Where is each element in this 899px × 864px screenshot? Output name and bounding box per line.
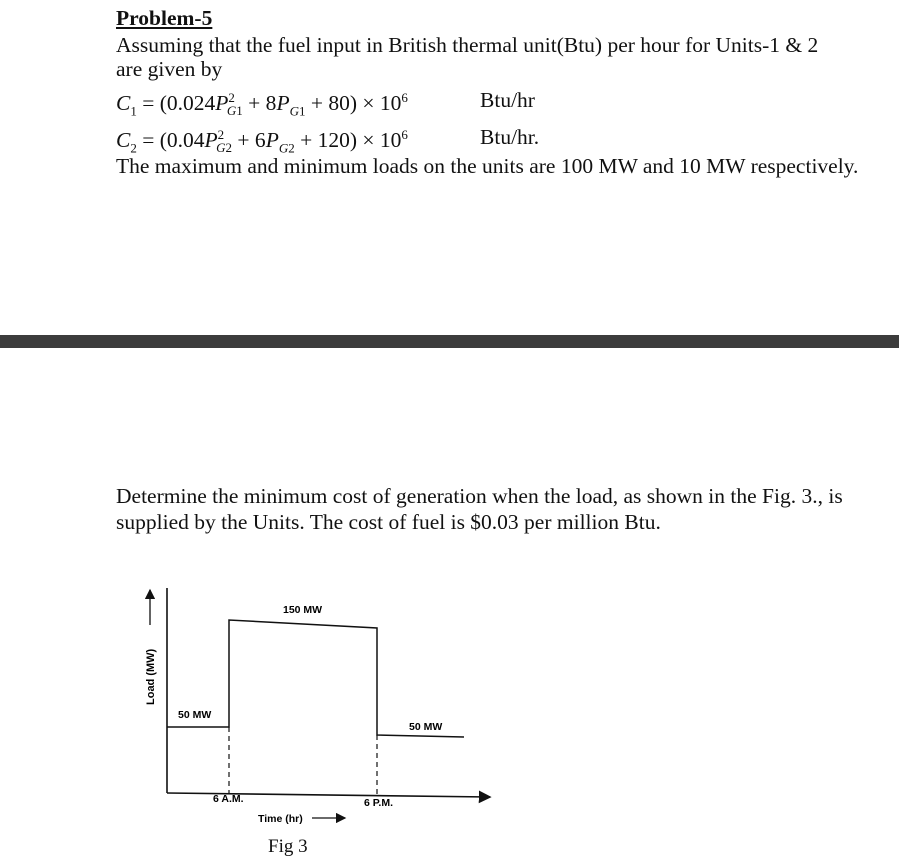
x-axis-label: Time (hr)	[258, 813, 303, 825]
problem-section	[0, 0, 899, 335]
problem-title: Problem-5	[116, 6, 213, 30]
intro-line-2: are given by	[116, 57, 223, 81]
load-curve-figure	[0, 570, 899, 864]
load-step-curve	[167, 620, 464, 737]
time-label-6pm: 6 P.M.	[364, 797, 393, 809]
load-label-mid: 150 MW	[283, 604, 323, 616]
equation-c2-unit: Btu/hr.	[480, 125, 540, 149]
equation-c1-unit: Btu/hr	[480, 88, 535, 112]
page-divider	[0, 335, 899, 348]
equation-c1: $C_1 = (0.024P^2_{G1} + 8P_{G1} + 80) \times 10^6$	[116, 90, 408, 119]
load-label-right: 50 MW	[409, 721, 443, 733]
load-limits-text: The maximum and minimum loads on the units are 100 MW and 10 MW respectively.	[116, 154, 859, 178]
time-label-6am: 6 A.M.	[213, 793, 244, 805]
question-line-2: supplied by the Units. The cost of fuel is $0.03 per million Btu.	[116, 510, 661, 534]
intro-line-1: Assuming that the fuel input in British thermal unit(Btu) per hour for Units-1 & 2	[116, 33, 819, 57]
load-label-left: 50 MW	[178, 709, 212, 721]
equation-c2: $C_2 = (0.04P^2_{G2} + 6P_{G2} + 120) \times 10^6$	[116, 127, 408, 156]
y-axis-label: Load (MW)	[145, 648, 157, 705]
question-line-1: Determine the minimum cost of generation when the load, as shown in the Fig. 3., is	[116, 484, 843, 508]
figure-caption: Fig 3	[268, 836, 308, 857]
